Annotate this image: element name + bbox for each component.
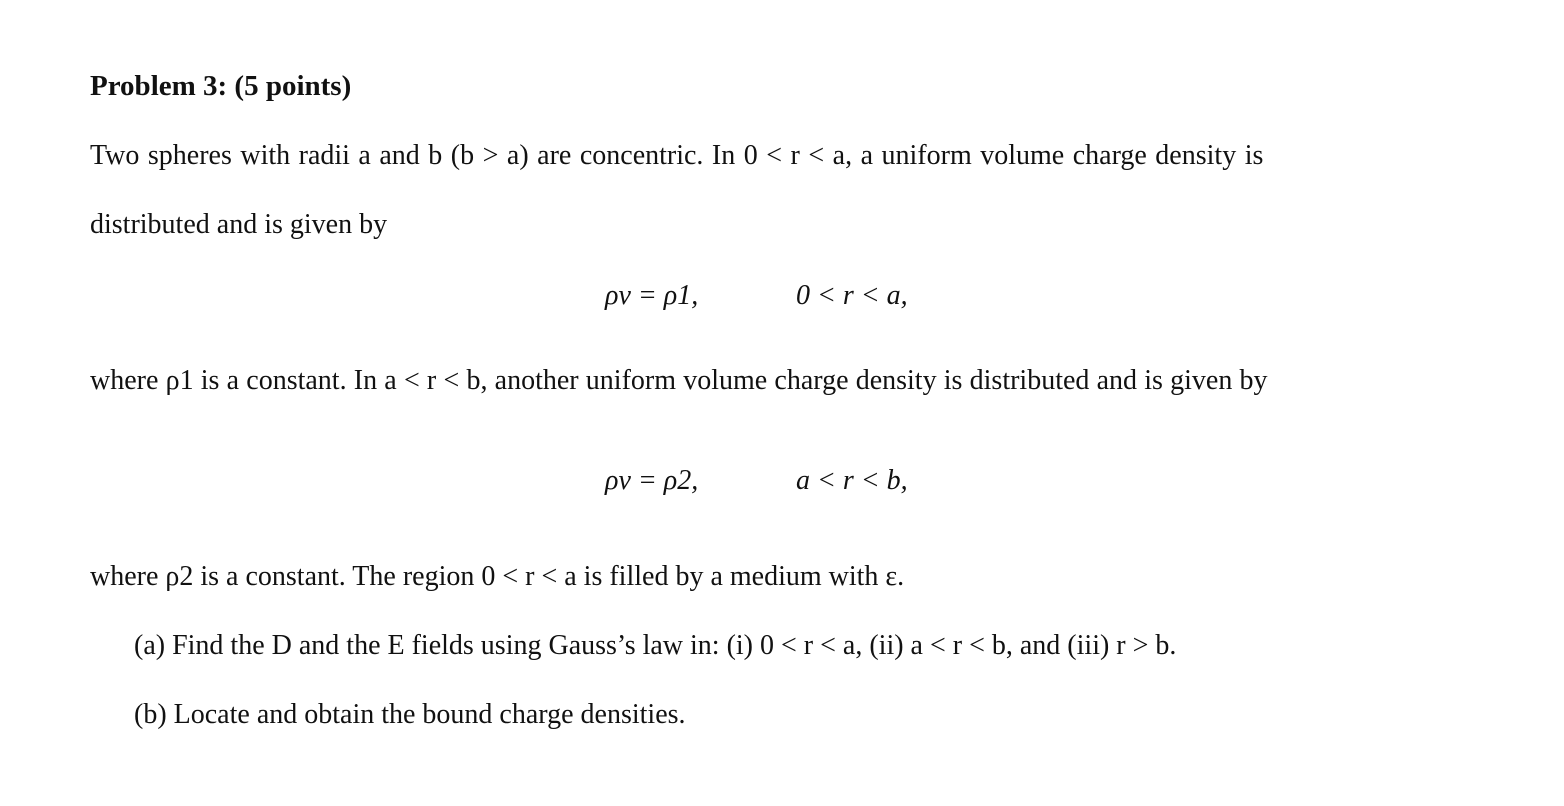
part-b: (b) Locate and obtain the bound charge densities.	[134, 699, 686, 730]
equation-1-left: ρv = ρ1,	[605, 280, 699, 311]
problem-intro-line-1: Two spheres with radii a and b (b > a) are concentric. In 0 < r < a, a uniform volume charge density is	[90, 140, 1264, 171]
part-a: (a) Find the D and the E fields using Gauss’s law in: (i) 0 < r < a, (ii) a < r < b, and (iii) r > b.	[134, 630, 1177, 661]
equation-2-left: ρv = ρ2,	[605, 465, 699, 496]
problem-intro-line-2: distributed and is given by	[90, 209, 388, 240]
middle-paragraph: where ρ1 is a constant. In a < r < b, another uniform volume charge density is distributed and is given by	[90, 365, 1268, 396]
equation-2-right: a < r < b,	[796, 465, 908, 496]
problem-title: Problem 3: (5 points)	[90, 70, 352, 102]
equation-1-right: 0 < r < a,	[796, 280, 908, 311]
after-paragraph: where ρ2 is a constant. The region 0 < r < a is filled by a medium with ε.	[90, 561, 905, 592]
